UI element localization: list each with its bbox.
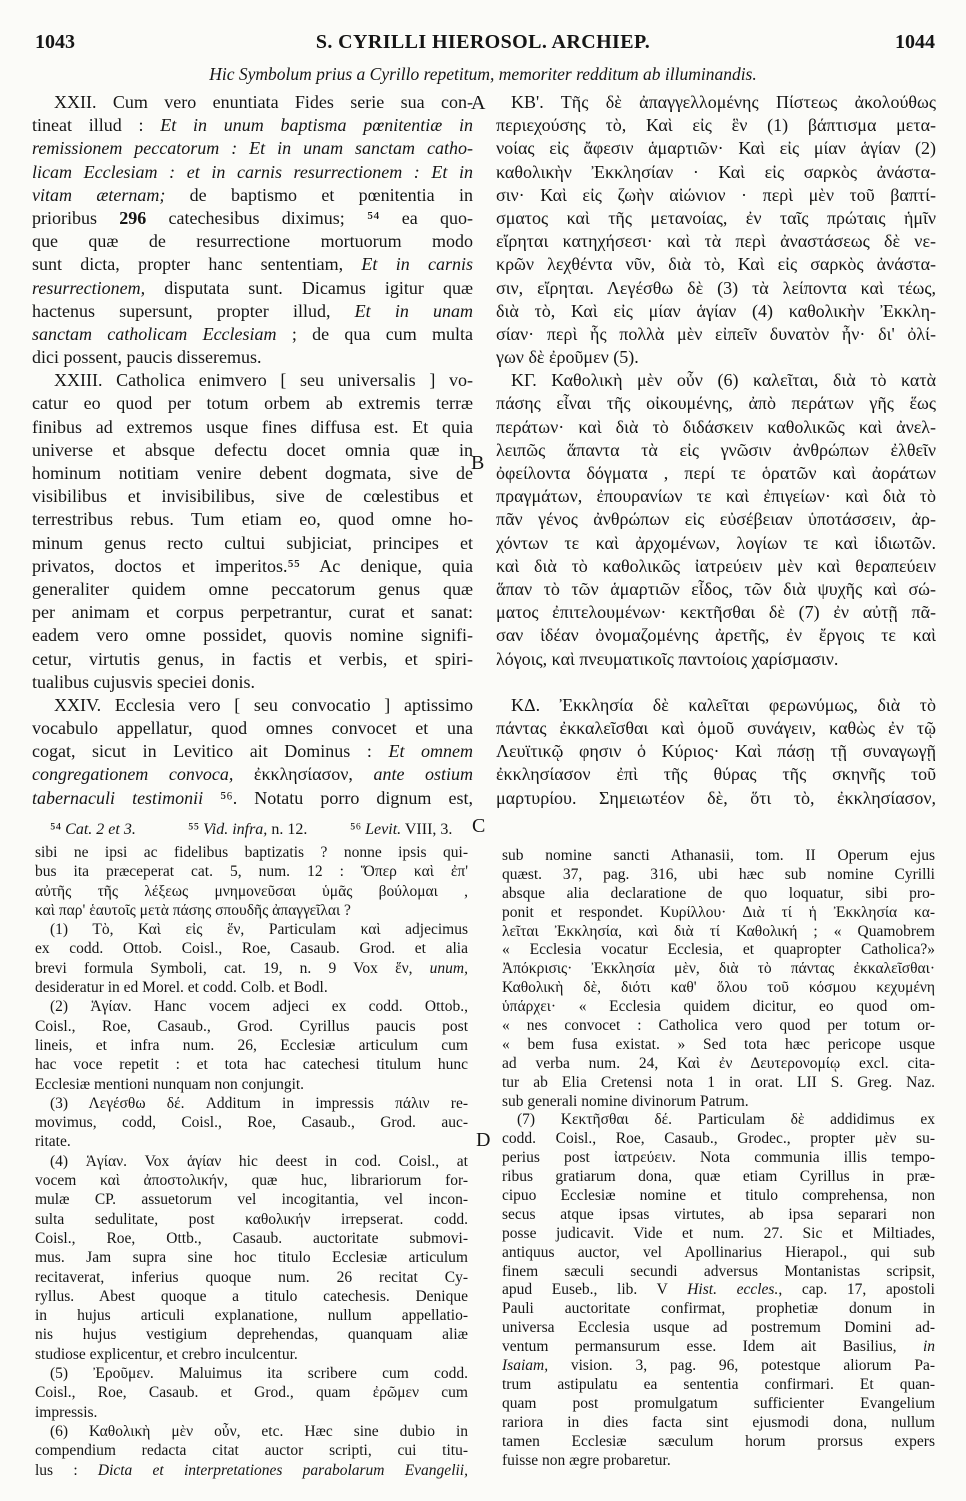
- text-line: ritate.: [35, 1133, 71, 1151]
- text-span: catechesibus diximus; ⁵⁴ ea quo-: [146, 207, 473, 228]
- text-line: ponit et respondet. Κυρίλλου· Διὰ τί ἡ Ἐκκλησία κα-: [502, 903, 935, 921]
- text-line: Καθολικὴ δὲ, διότι καθ' ὅλου τοῦ κόσμου κεχυμένη: [502, 979, 935, 997]
- text-span: apud Euseb., lib. V: [502, 1281, 688, 1299]
- notes-right-column: [502, 847, 935, 1495]
- text-span: ἐκκλησίασον,: [233, 764, 374, 785]
- text-line: κρῶν λεχθέντα νῦν, διὰ τὸ, Καὶ εἰς σαρκὸς ἀνάστα-: [496, 254, 936, 275]
- text-line: studiose explicentur, et crebro inculcentur.: [35, 1345, 298, 1363]
- paragraph: [496, 694, 936, 810]
- italic-text: resurrectionem,: [32, 277, 146, 298]
- text-line: secus atque ipsas virtutes, ab ipsa separari non: [502, 1205, 935, 1223]
- text-line: in hujus articuli explanatione, nullum appellatio-: [35, 1307, 468, 1325]
- text-span: ⁵⁶: [350, 821, 366, 838]
- text-line: ex codd. Ottob. Coisl., Roe, Casaub. Grod. et alia: [35, 940, 468, 958]
- text-line: trum astipulatu ea sententia confirmari. Et quan-: [502, 1375, 935, 1393]
- text-line: XXII. Cum vero enuntiata Fides serie sua con-: [54, 92, 473, 112]
- text-line: vocabulo appellatur, quod omnes convocet et una: [32, 718, 473, 739]
- italic-text: Levit.: [365, 821, 402, 838]
- text-line: Coisl., Roe, Ottb., Casaub. auctoritate submovi-: [35, 1229, 468, 1247]
- text-line: recitaverat, inferius quoque num. 26 recitat Cy-: [35, 1268, 468, 1286]
- text-span: , cap. 17, apostoli: [778, 1281, 935, 1299]
- text-line: « nes convocet : Catholica vero quod per totum or-: [502, 1017, 935, 1035]
- text-line: desideratur in ed Morel. et codd. Colb. et Bodl.: [35, 979, 328, 997]
- italic-text: Vid. infra,: [203, 821, 268, 838]
- text-line: Ecclesiæ mentioni nunquam non conjungit.: [35, 1075, 305, 1093]
- text-line: λόγοις, καὶ πνευματικοῖς παντοίοις χαρίσμασιν.: [496, 648, 839, 669]
- text-line: ματος ἐπιτελουμένων· κεκτῆσθαι δὲ (7) ἐν αὐτῇ πᾶ-: [496, 602, 936, 623]
- text-line: πάσης εἶναι τῆς οἰκουμένης, ἀπὸ περάτων γῆς ἕως: [496, 393, 936, 414]
- footnote: [50, 818, 136, 842]
- text-line: Coisl., Roe, Casaub. et Grod., quam ἐρῶμεν cum: [35, 1384, 468, 1402]
- italic-text: Et omnem: [388, 741, 473, 762]
- text-line: σματος καὶ τῆς μετανοίας, ἐν ταῖς πρώταις ἡμῖν: [496, 207, 936, 228]
- text-line: Coisl., Roe, Casaub., Grod. Cyrillus paucis post: [35, 1017, 468, 1035]
- text-span: ⁵⁴: [50, 821, 66, 838]
- paragraph: [32, 91, 473, 369]
- text-line: [32, 323, 473, 346]
- text-line: tamen Ecclesiæ sæculum horum prorsus expers: [502, 1432, 935, 1450]
- text-line: « Ecclesia vocatur Ecclesia, et quapropter Catholica?»: [502, 941, 935, 959]
- text-line: καθολικὴν Ἐκκλησίαν · Καὶ εἰς σαρκὸς ἀνάστα-: [496, 161, 936, 182]
- text-line: sub nomine sancti Athanasii, tom. II Operum ejus: [502, 847, 935, 864]
- text-line: impressis.: [35, 1403, 98, 1421]
- greek-column: [496, 91, 936, 816]
- italic-text: tabernaculi testimonii: [32, 787, 204, 808]
- text-line: [32, 740, 473, 763]
- text-line: catur eo quod per totum orbem ab extremis terræ: [32, 393, 473, 414]
- text-span: de baptismo et pœnitentia in: [165, 184, 473, 205]
- text-line: Ἀπόκρισις· Ἐκκλησία μὲν, διὰ τὸ πάντας ἐκκαλεῖσθαι·: [502, 960, 935, 978]
- text-line: minum genus recto cultui subjiciat, principes et: [32, 532, 473, 553]
- paragraph: [496, 369, 936, 670]
- text-span: ⁵⁶. Notatu porro dignum est,: [203, 787, 473, 808]
- text-span: n. 12.: [267, 821, 308, 838]
- paragraph: [35, 997, 468, 1093]
- footnotes: [0, 818, 966, 842]
- text-span: ventum permansurum esse. Idem ait Basilius,: [502, 1338, 923, 1356]
- text-line: [32, 763, 473, 786]
- text-line: terrestribus rebus. Tum etiam eo, quod omne ho-: [32, 509, 473, 530]
- text-line: dici possent, paucis disseremus.: [32, 347, 262, 368]
- footnote: [350, 818, 452, 842]
- text-span: brevi formula Symboli, cat. 19, n. 9 Vox ἕν,: [35, 959, 430, 977]
- text-line: ἅπαν τὸ τῶν ἁμαρτιῶν εἶδος, τῶν διὰ ψυχῆς καὶ σώ-: [496, 578, 936, 599]
- text-span: hactenus supersunt, propter illud,: [32, 300, 355, 321]
- italic-text: vitam æternam;: [32, 184, 166, 205]
- text-span: vision. 3, pag. 96, potestque aliorum Pa-: [548, 1357, 935, 1375]
- text-span: tineat illud :: [32, 115, 161, 136]
- text-line: ἐκκλησίασον ἐπὶ τῆς θύρας τῆς σκηνῆς τοῦ: [496, 764, 936, 785]
- text-line: nis hujus vestigium deprehendas, quanquam aliæ: [35, 1326, 468, 1344]
- text-line: Pauli auctoritate confirmat, prophetiæ donum in: [502, 1300, 935, 1318]
- page-number-left: 1043: [35, 31, 75, 53]
- text-line: tur ab Elia Cretensi nota 1 in orat. LII S. Greg. Naz.: [502, 1073, 935, 1091]
- margin-letter-d: D: [476, 1129, 491, 1151]
- text-line: tualibus cujusvis speciei donis.: [32, 671, 255, 692]
- text-line: [502, 1338, 935, 1357]
- text-line: rariora in dies facta sint ejusmodi dona, nullum: [502, 1413, 935, 1431]
- paragraph: [502, 847, 935, 1111]
- paragraph: [35, 1364, 468, 1422]
- text-line: νοίας εἰς ἄφεσιν ἁμαρτιῶν· Καὶ εἰς μίαν ἁγίαν (2): [496, 138, 936, 159]
- text-line: sibi ne ipsi ac fidelibus baptizatis ? nonne ipsis qui-: [35, 844, 468, 861]
- text-line: perius post ἰατρεύειν. Nota communia illis tempo-: [502, 1149, 935, 1167]
- text-line: (2) Ἁγίαν. Hanc vocem adjeci ex codd. Ottob.,: [50, 998, 468, 1016]
- text-line: λειπῶς ἅπαντα τὰ εἰς γνῶσιν ἀνθρώπων ἐλθεῖν: [496, 439, 936, 460]
- text-line: ryllus. Abest quoque a titulo catechesis. Denique: [35, 1287, 468, 1305]
- text-line: vocem καὶ ἀποστολικήν, quæ huc, librariorum for-: [35, 1172, 468, 1190]
- text-line: fuisse non ægre probaretur.: [502, 1451, 671, 1469]
- paragraph: [35, 1422, 468, 1480]
- text-line: [502, 1357, 935, 1376]
- italic-text: congregationem convoca,: [32, 764, 234, 785]
- text-line: πᾶν γένος ἀνθρώπων εἰς εὐσέβειαν ὑποτάσσειν, ἀρ-: [496, 509, 936, 530]
- text-line: codd. Coisl., Roe, Casaub., Grodec., propter μὲν su-: [502, 1130, 935, 1148]
- paragraph: [32, 369, 473, 694]
- text-line: πάντας ἐκκαλεῖσθαι καὶ ὁμοῦ συνάγειν, καθὼς ἐν τῷ: [496, 718, 936, 739]
- text-span: disputata sunt. Dicamus igitur quæ: [145, 277, 473, 298]
- text-line: ὀφείλοντα δόγματα , περί τε ὁρατῶν καὶ ἀοράτων: [496, 463, 936, 483]
- text-line: (5) Ἐροῦμεν. Maluimus ita scribere cum codd.: [50, 1365, 468, 1383]
- text-line: χόντων τε καὶ ἀρχομένων, λογίων τε καὶ ἰδιωτῶν.: [496, 532, 936, 553]
- footnote: [188, 818, 307, 842]
- text-line: [32, 300, 473, 323]
- text-line: « bem fusa existat. » Sed tota hæc pericope usque: [502, 1035, 935, 1053]
- text-line: εἴρηται κατηχήσεσι· καὶ τὰ περὶ ἀναστάσεως δὲ νε-: [496, 231, 936, 252]
- text-line: [32, 253, 473, 276]
- text-span: VIII, 3.: [401, 821, 453, 838]
- text-line: finibus ad extremos usque fines diffusa est. Et quia: [32, 416, 473, 437]
- text-line: hac voce repetit : et tota hac catechesi titulum hunc: [35, 1056, 468, 1074]
- text-span: sunt dicta, propter hanc sententiam,: [32, 254, 362, 275]
- margin-letter-c: C: [472, 815, 486, 837]
- text-line: πραγμάτων, ἐπουρανίων τε καὶ ἐπιγείων· καὶ διὰ τὸ: [496, 486, 936, 507]
- italic-text: Cat. 2 et 3.: [65, 821, 136, 838]
- paragraph: [502, 1111, 935, 1470]
- paragraph: [35, 843, 468, 920]
- text-line: que quæ de resurrectione mortuorum modo: [32, 231, 473, 252]
- text-line: eadem vero omne possidet, quovis nomine signifi-: [32, 625, 473, 646]
- text-line: mus. Jam supra sine hoc titulo Ecclesiæ articulum: [35, 1249, 468, 1267]
- text-line: (3) Λεγέσθω δέ. Additum in impressis πάλιν re-: [50, 1094, 468, 1112]
- text-line: absque alia declaratione de quo loquatur, sibi pro-: [502, 884, 935, 902]
- text-line: αὐτῆς τῆς λέξεως μνημονεῦσαι ὑμᾶς βούλομαι ,: [35, 882, 468, 900]
- text-line: [32, 184, 473, 207]
- text-line: privatos, doctos et imperitos.⁵⁵ Ac denique, quia: [32, 555, 473, 576]
- text-line: cetur, virtutis genus, in factis et verbis, et spiri-: [32, 648, 473, 669]
- text-line: sub generali nomine divinorum Patrum.: [502, 1092, 749, 1110]
- text-line: περάτων· καὶ διὰ τὸ διδάσκειν καθολικῶς καὶ ἀνελ-: [496, 416, 936, 437]
- text-line: σαν ἰδέαν ὀνομαζομένης ἀρετῆς, ἐν ἔργοις τε καὶ: [496, 625, 936, 646]
- text-line: hominum notitiam venire debent dogmata, sive de: [32, 463, 473, 483]
- text-span: cogat, sicut in Levitico ait Dominus :: [32, 741, 389, 762]
- text-span: prioribus: [32, 207, 120, 228]
- text-line: generaliter quidem omne peccatorum genus quæ: [32, 578, 473, 599]
- bold-text: 296: [119, 207, 147, 228]
- text-line: λεῖται Ἐκκλησία, καὶ διὰ τί Καθολική ; « Quamobrem: [502, 922, 935, 940]
- italic-text: Isaiam,: [502, 1357, 549, 1375]
- running-title: S. CYRILLI HIEROSOL. ARCHIEP.: [315, 31, 651, 53]
- text-line: (1) Τὸ, Καὶ εἰς ἕν, Particulam καὶ adjecimus: [50, 921, 468, 939]
- text-line: XXIV. Ecclesia vero [ seu convocatio ] aptissimo: [54, 694, 473, 715]
- italic-text: Et in unum baptisma pœnitentiæ in: [160, 115, 473, 136]
- text-line: σίαν· περὶ ἧς πολλὰ μὲν εἰπεῖν δυνατὸν ἦν· δι' ὀλί-: [496, 323, 936, 344]
- paragraph: [496, 91, 936, 369]
- italic-text: unum,: [429, 959, 468, 977]
- text-line: lineis, et infra num. 26, Ecclesiæ articulum cum: [35, 1036, 468, 1054]
- italic-text: licam Ecclesiam : et in carnis resurrectionem : Et in: [32, 161, 473, 182]
- text-line: Λευϊτικῷ φησιν ὁ Κύριος· Καὶ πάσῃ τῇ συναγωγῇ: [496, 741, 936, 762]
- text-line: (7) Κεκτῆσθαι δέ. Particulam δὲ addidimus ex: [517, 1111, 935, 1129]
- latin-column: [32, 91, 473, 816]
- text-line: καὶ διὰ τὸ καθολικῶς ἰατρεύειν μὲν καὶ θεραπεύειν: [496, 555, 936, 576]
- text-line: ribus gratiarum dona, quæ etiam Cyrillus in præ-: [502, 1168, 935, 1186]
- text-line: quam post promulgatum sufficienter Evangelium: [502, 1394, 935, 1412]
- text-line: [32, 137, 473, 160]
- text-line: σιν, εἴρηται. Λεγέσθω δὲ (3) τὰ λείποντα καὶ τέως,: [496, 277, 936, 298]
- margin-letter-b: B: [471, 452, 485, 474]
- text-line: posse judicavit. Vide et num. 27. Sic et Miltiades,: [502, 1224, 935, 1242]
- text-line: universa Ecclesia usque ad postremum Domini ad-: [502, 1319, 935, 1337]
- italic-text: Et in carnis: [361, 254, 473, 275]
- paragraph: [35, 920, 468, 997]
- text-line: καὶ παρ' ἑαυτοῖς μετὰ πάσης σπουδῆς ἀπαγγεῖλαι ?: [35, 901, 351, 919]
- text-line: διὰ τὸ, Καὶ εἰς μίαν ἁγίαν (4) καθολικὴν Ἐκκλη-: [496, 300, 936, 321]
- text-line: ὑπάρχει· « Ecclesia quidem dicitur, eo quod om-: [502, 998, 935, 1016]
- italic-text: remissionem peccatorum : Et in unam sanctam catho-: [32, 138, 473, 159]
- text-line: [32, 161, 473, 184]
- page-number-right: 1044: [895, 31, 935, 53]
- paragraph: [35, 1152, 468, 1364]
- margin-letter-a: A: [471, 92, 486, 114]
- text-line: compendium redacta citat auctor scripti, cui titu-: [35, 1442, 468, 1460]
- italic-text: in: [922, 1338, 935, 1356]
- paragraph: [32, 694, 473, 810]
- text-line: ad verba num. 24, Καὶ ἐν Δευτερονομίῳ excl. cita-: [502, 1054, 935, 1072]
- text-span: ; de qua cum multa: [276, 323, 473, 344]
- text-line: [35, 1461, 468, 1480]
- text-line: γων δὲ ἐροῦμεν (5).: [496, 347, 639, 368]
- italic-text: sanctam catholicam Ecclesiam: [32, 323, 277, 344]
- text-line: [32, 207, 473, 230]
- text-span: lus :: [35, 1461, 98, 1479]
- text-line: ΚΓ. Καθολικὴ μὲν οὖν (6) καλεῖται, διὰ τὸ κατὰ: [511, 370, 936, 391]
- text-line: [32, 787, 473, 810]
- italic-text: Dicta et interpretationes parabolarum Evangelii,: [97, 1461, 468, 1479]
- text-span: ⁵⁵: [188, 821, 204, 838]
- text-line: ΚΒ'. Τῆς δὲ ἀπαγγελλομένης Πίστεως ἀκολούθως: [511, 92, 936, 112]
- italic-text: Hist. eccles.: [687, 1281, 779, 1299]
- text-line: sulta sedulitate, post καθολικήν irrepserat. codd.: [35, 1210, 468, 1228]
- text-line: per animam et corpus perpetrantur, curat et sanat:: [32, 602, 473, 623]
- text-line: σιν· Καὶ εἰς ζωὴν αἰώνιον · περὶ μὲν τοῦ βαπτί-: [496, 184, 936, 205]
- text-line: movimus, codd, Coisl., Roe, Casaub., Grod. auc-: [35, 1114, 468, 1132]
- text-line: bus ita præceperat cat. 5, num. 12 : Ὅπερ καὶ ἐπ': [35, 863, 468, 881]
- text-line: visibilibus et invisibilibus, sive de cœlestibus et: [32, 486, 473, 507]
- text-line: universe et absque defectu docet omnia quæ in: [32, 439, 473, 460]
- paragraph: [35, 1094, 468, 1152]
- text-line: (6) Καθολικὴ μὲν οὖν, etc. Hæc sine dubio in: [50, 1422, 468, 1440]
- text-line: ΚΔ. Ἐκκλησία δὲ καλεῖται φερωνύμως, διὰ τὸ: [511, 694, 936, 715]
- text-line: quæst. 37, pag. 316, ubi hæc sub nomine Cyrilli: [502, 865, 935, 883]
- text-line: [502, 1281, 935, 1300]
- text-line: [32, 277, 473, 300]
- text-line: (4) Ἁγίαν. Vox ἁγίαν hic deest in cod. Coisl., at: [50, 1152, 468, 1170]
- text-line: περιεχούσης τὸ, Καὶ εἰς ἓν (1) βάπτισμα μετα-: [496, 115, 936, 136]
- text-line: XXIII. Catholica enimvero [ seu universalis ] vo-: [54, 370, 473, 391]
- notes-left-column: [35, 843, 468, 1495]
- text-line: [35, 959, 468, 978]
- section-subtitle: Hic Symbolum prius a Cyrillo repetitum, memoriter redditum ab illuminandis.: [209, 64, 757, 84]
- text-line: mulæ CP. assuetorum vel incogitantia, vel incon-: [35, 1191, 468, 1209]
- italic-text: Et in unam: [354, 300, 473, 321]
- text-line: finem sæculi secundi adversus Montanistas scripsit,: [502, 1262, 935, 1280]
- text-line: antiquus auctor, vel Apollinarius Hierapol., qui sub: [502, 1243, 935, 1261]
- text-line: [32, 114, 473, 137]
- text-line: μαρτυρίου. Σημειωτέον δὲ, ὅτι τὸ, ἐκκλησίασον,: [496, 787, 936, 808]
- text-line: cipuo Ecclesiæ nomine et titulo comprehensa, non: [502, 1187, 935, 1205]
- italic-text: ante ostium: [373, 764, 473, 785]
